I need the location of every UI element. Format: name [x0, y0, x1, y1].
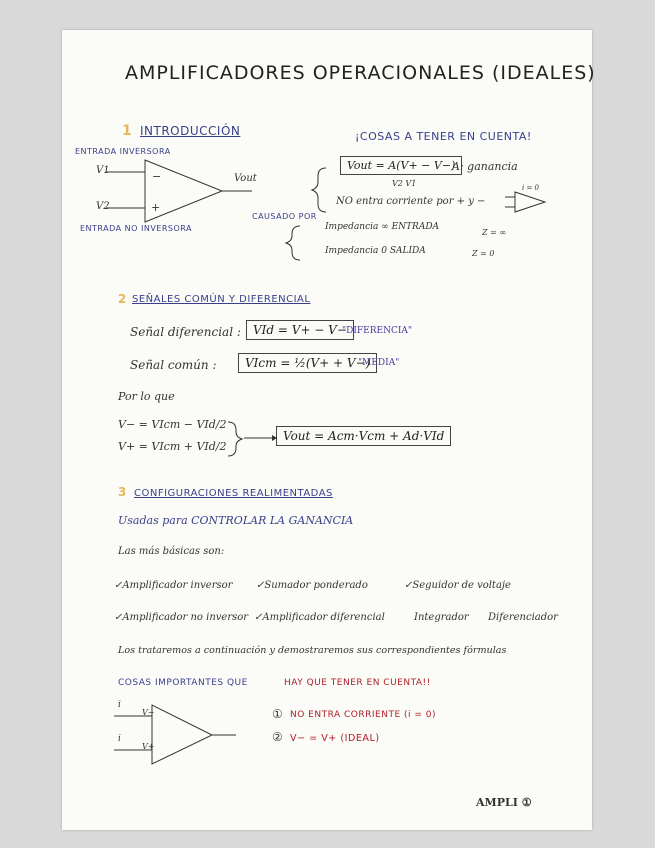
label-entrada-no-inversora: ENTRADA NO INVERSORA [80, 224, 193, 233]
por-lo-que: Por lo que [118, 390, 175, 403]
current-label: i [118, 700, 121, 710]
rule-number: ① [272, 707, 283, 721]
opamp-symbol [114, 705, 236, 764]
config-item: ✓Amplificador diferencial [254, 612, 385, 623]
config-item: ✓Sumador ponderado [256, 580, 368, 591]
opamp-symbol [106, 160, 252, 222]
small-opamp-icon [505, 192, 545, 212]
brace [286, 226, 300, 260]
section-number: 3 [118, 485, 127, 499]
no-corriente-text: NO entra corriente por + y − [336, 196, 486, 207]
importantes-warning: HAY QUE TENER EN CUENTA!! [284, 678, 431, 688]
label-vout: Vout [234, 173, 257, 184]
label-minus: − [152, 170, 162, 183]
equation-v-minus: V− = VIcm − VId/2 [118, 418, 227, 431]
media-note: "MEDIA" [358, 358, 400, 368]
ganancia-label: A: ganancia [452, 160, 518, 173]
formula-subscript: V2 V1 [392, 179, 417, 188]
section-heading: INTRODUCCIÓN [140, 124, 241, 138]
config-item: Integrador [414, 612, 469, 623]
section-number: 1 [122, 123, 132, 139]
causado-por-label: CAUSADO POR [252, 212, 317, 221]
rule-number: ② [272, 730, 283, 744]
mas-basicas: Las más básicas son: [118, 546, 225, 557]
brace [312, 168, 326, 212]
section-number: 2 [118, 292, 127, 306]
label-v-plus: V+ [142, 742, 155, 751]
senal-comun-label: Señal común : [130, 358, 217, 372]
vout-formula-box: Vout = A(V+ − V−) [340, 156, 462, 175]
current-label: i [118, 734, 121, 744]
tener-cuenta-heading: ¡COSAS A TENER EN CUENTA! [355, 130, 532, 143]
importantes-label: COSAS IMPORTANTES QUE [118, 678, 248, 688]
diferencia-note: "DIFERENCIA" [342, 326, 413, 336]
impedancia-entrada: Impedancia ∞ ENTRADA [325, 222, 440, 232]
impedancia-salida: Impedancia 0 SALIDA [325, 246, 426, 256]
label-plus: + [151, 201, 161, 214]
rule-1: NO ENTRA CORRIENTE (i = 0) [290, 710, 437, 720]
usadas-para: Usadas para CONTROLAR LA GANANCIA [118, 514, 354, 527]
config-item: ✓Seguidor de voltaje [404, 580, 511, 591]
label-entrada-inversora: ENTRADA INVERSORA [75, 147, 171, 156]
i0-label: i = 0 [522, 184, 540, 192]
label-v-minus: V− [142, 708, 155, 717]
impedancia-salida-valor: Z = 0 [472, 249, 495, 258]
senal-diferencial-label: Señal diferencial : [130, 325, 241, 339]
config-item: Diferenciador [488, 612, 558, 623]
impedancia-entrada-valor: Z = ∞ [482, 228, 507, 237]
page-footer: AMPLI ① [476, 796, 532, 809]
config-item: ✓Amplificador inversor [114, 580, 233, 591]
config-item: ✓Amplificador no inversor [114, 612, 249, 623]
vout-result-box: Vout = Acm·Vcm + Ad·VId [276, 426, 451, 446]
section-heading: CONFIGURACIONES REALIMENTADAS [134, 488, 333, 499]
senal-diferencial-formula: VId = V+ − V− [246, 320, 354, 340]
label-v2: V2 [96, 201, 110, 212]
trataremos-text: Los trataremos a continuación y demostraremos sus correspondientes fórmulas [118, 645, 507, 656]
equation-v-plus: V+ = VIcm + VId/2 [118, 440, 227, 453]
rule-2: V− = V+ (IDEAL) [290, 733, 380, 744]
brace [228, 422, 242, 456]
label-v1: V1 [96, 165, 110, 176]
section-heading: SEÑALES COMÚN Y DIFERENCIAL [132, 294, 311, 305]
senal-comun-formula: VIcm = ½(V+ + V−) [238, 353, 377, 373]
page-title: AMPLIFICADORES OPERACIONALES (IDEALES) [125, 62, 596, 84]
